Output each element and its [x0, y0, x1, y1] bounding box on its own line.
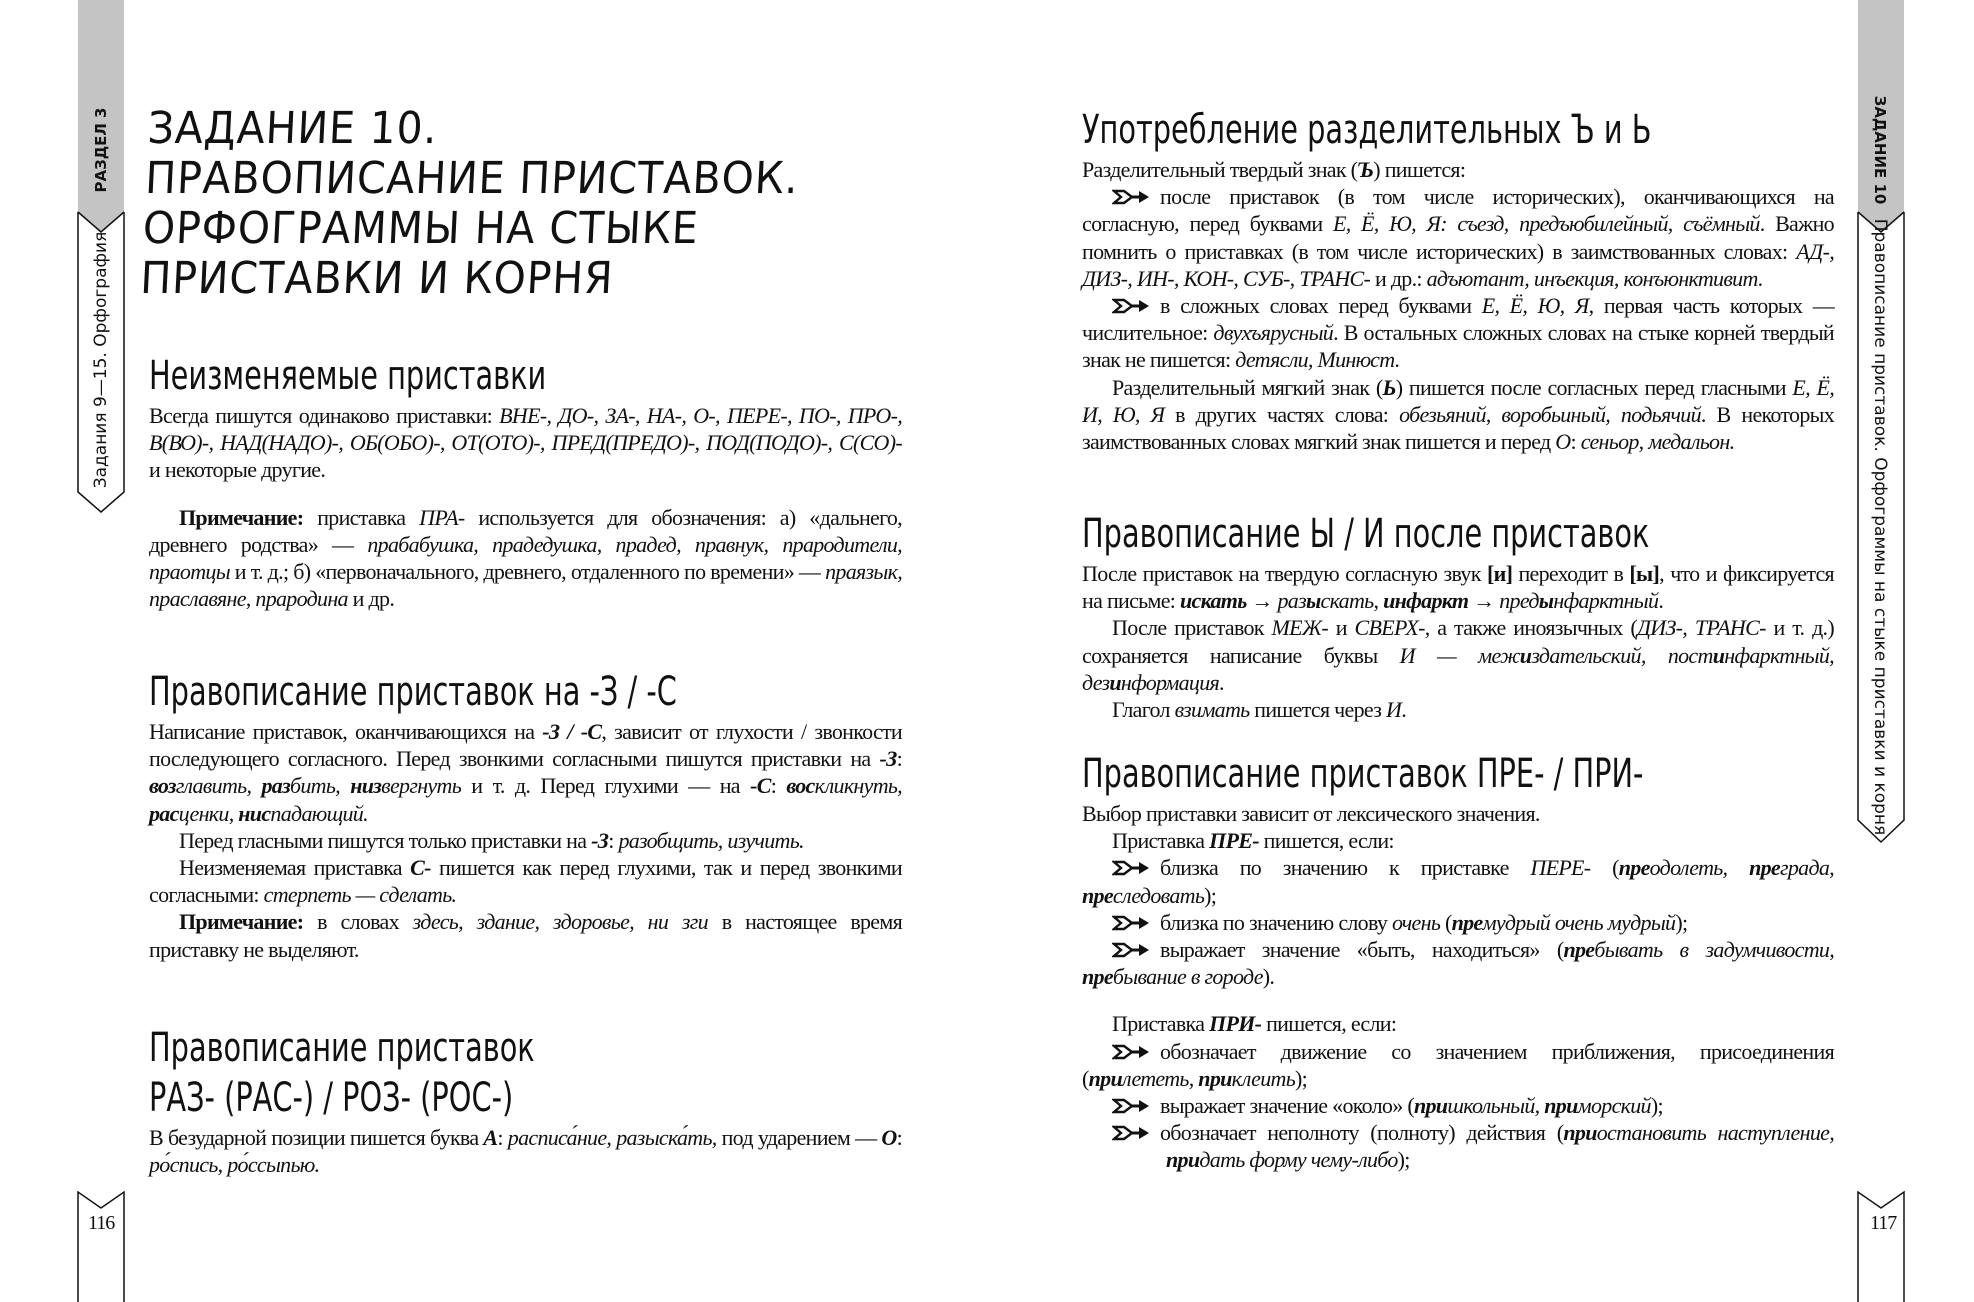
text-run: обозначает неполноту (полноту) действия (	[1160, 1120, 1564, 1146]
text-run: используется для обозначения: а) «дальнего, древнего родства» —	[149, 504, 902, 557]
text-run: -З	[879, 746, 897, 772]
chapter-title-line: ОРФОГРАММЫ НА СТЫКЕ	[141, 203, 700, 254]
text-run: , зависит от глухости / звонкости последующего согласного. Перед звонкими согласными пишутся приставки на	[149, 719, 903, 772]
text-run: А	[483, 1125, 498, 1150]
bullet-arrow-icon	[1112, 910, 1152, 926]
text-run: при	[1166, 1147, 1200, 1173]
text-run: Написание приставок, оканчивающихся на	[149, 719, 543, 744]
text-run: .	[1757, 265, 1763, 291]
text-run: и	[1519, 642, 1532, 668]
paragraph	[149, 1124, 902, 1178]
text-run: взимать	[1174, 697, 1250, 723]
text-run: близка по значению слову	[1160, 909, 1393, 935]
text-run: пре	[1618, 855, 1650, 881]
bullet-item	[1082, 1119, 1834, 1173]
text-run: , а также иноязычных (	[1424, 615, 1637, 641]
paragraph	[149, 718, 902, 827]
bullet-item	[1082, 854, 1834, 908]
text-run: стерпеть — сделать.	[263, 882, 457, 908]
text-run: при	[1563, 1120, 1597, 1146]
text-run: выражает значение «быть, находиться» (	[1160, 937, 1564, 963]
text-run: нфарктный	[1553, 588, 1659, 614]
text-run: града,	[1779, 855, 1834, 881]
text-run: воз	[149, 773, 176, 799]
text-run: очень	[1392, 909, 1441, 935]
bullet-arrow-icon	[1112, 1039, 1152, 1055]
text-run: О	[881, 1125, 897, 1150]
text-run: Ъ	[1357, 157, 1374, 182]
bullet-arrow-icon	[1112, 937, 1152, 953]
text-run: :	[896, 1125, 902, 1150]
paragraph	[1082, 560, 1834, 614]
text-run: нфарктный, дез	[1082, 642, 1834, 695]
text-run: при	[1544, 1093, 1578, 1119]
text-run: пишется через	[1249, 697, 1387, 723]
text-run: переходит в	[1512, 561, 1630, 586]
text-run: в других частях слова:	[1164, 401, 1400, 427]
text-run: раз	[1277, 588, 1306, 614]
section-heading: Правописание приставок ПРЕ- / ПРИ-	[1082, 751, 1644, 797]
text-run: в словах	[303, 909, 413, 935]
paragraph	[149, 908, 902, 962]
text-run: -З	[591, 827, 609, 853]
paragraph	[1082, 827, 1834, 854]
text-run: разобщить, изучить.	[618, 827, 804, 853]
section-tab-label: РАЗДЕЛ 3	[92, 107, 110, 193]
bullet-arrow-icon	[1112, 855, 1152, 871]
text-run: ПРИ-	[1209, 1011, 1262, 1037]
page-number-left: 116	[88, 1212, 115, 1234]
paragraph	[1082, 374, 1834, 456]
bullet-item	[1082, 183, 1834, 292]
text-run: скать	[1320, 588, 1374, 614]
bullet-arrow-icon	[1112, 1120, 1152, 1136]
text-run: пред	[1499, 588, 1539, 614]
text-run: расписа́ние, разыска́ть,	[507, 1125, 717, 1150]
chapter-title-line: ПРАВОПИСАНИЕ ПРИСТАВОК.	[144, 153, 800, 204]
chapter-title-line: ЗАДАНИЕ 10.	[146, 103, 439, 154]
text-run: СВЕРХ-	[1354, 615, 1425, 641]
bullet-item	[1082, 292, 1834, 374]
text-run: ) пишется:	[1373, 157, 1466, 182]
section-z-s-prefixes	[149, 668, 902, 963]
text-run: вергнуть	[381, 773, 462, 799]
text-run: ) пишется после согласных перед гласными	[1395, 374, 1793, 400]
text-run: Ь	[1382, 374, 1396, 400]
text-run: и др.:	[1370, 265, 1427, 291]
text-run: пре	[1749, 855, 1780, 881]
text-run: );	[1204, 882, 1217, 908]
bullet-item	[1082, 909, 1834, 936]
text-run: После приставок на твердую согласную звук	[1082, 561, 1487, 586]
section-heading: Употребление разделительных Ъ и Ь	[1082, 107, 1652, 153]
text-run: :	[1570, 429, 1581, 455]
bullet-item	[1082, 1038, 1834, 1092]
section-heading: Неизменяемые приставки	[149, 353, 547, 399]
text-run: В безударной позиции пишется буква	[149, 1125, 484, 1150]
section-heading: Правописание приставок на -З / -С	[149, 669, 677, 715]
page-number-tab-right	[1856, 1190, 1906, 1302]
text-run: ро́спись, ро́ссыпью.	[149, 1152, 320, 1178]
text-run: в сложных словах перед буквами	[1160, 293, 1482, 319]
text-run: .	[1219, 669, 1224, 695]
bullet-arrow-icon	[1112, 184, 1152, 200]
text-run: Приставка	[1112, 1011, 1210, 1037]
text-run: И — меж	[1399, 642, 1520, 668]
text-run: при	[1198, 1065, 1232, 1091]
text-run: низ	[350, 773, 382, 799]
text-run: . В некоторых заимствованных словах мягкий знак пишется и перед	[1082, 401, 1835, 455]
text-run: праязык, праславяне, прародина	[149, 559, 902, 612]
text-run: вос	[786, 773, 815, 799]
text-run: ВНЕ-, ДО-, ЗА-, НА-, О-, ПЕРЕ-, ПО-, ПРО-, В(ВО)-, НАД(НАДО)-, ОБ(ОБО)-, ОТ(ОТО)-, ПРЕД(ПРЕДО)-, ПОД(ПОДО)-, С(СО)-	[149, 403, 902, 456]
bullet-item	[1082, 936, 1834, 990]
text-run: -З / -С	[542, 719, 602, 744]
bullet-arrow-icon	[1112, 293, 1152, 309]
text-run: главить,	[175, 773, 262, 799]
text-run: приставка	[303, 504, 420, 530]
text-run: ПРЕ-	[1209, 828, 1259, 854]
text-run: и т. д.; б) «первоначального, древнего, отдаленного по времени» —	[229, 559, 826, 585]
text-run: близка по значению к приставке	[1160, 855, 1531, 881]
text-run: ы	[1305, 588, 1321, 614]
text-run: пишется, если:	[1261, 1011, 1397, 1037]
text-run: );	[1295, 1065, 1308, 1091]
text-run: в настоящее время приставку не выделяют.	[149, 909, 903, 962]
text-run: здесь, здание, здоровье, ни зги	[412, 909, 708, 935]
text-run: под ударением —	[716, 1125, 882, 1150]
text-run: и	[1712, 642, 1725, 668]
chapter-title-line: ПРИСТАВКИ И КОРНЯ	[139, 253, 615, 304]
text-run: Разделительный мягкий знак (	[1112, 374, 1383, 400]
text-run: клеить	[1231, 1065, 1296, 1091]
text-run: и т. д.) сохраняется написание буквы	[1082, 615, 1834, 668]
text-run: Разделительный твердый знак (	[1082, 157, 1358, 182]
text-run: здательский, пост	[1531, 642, 1713, 668]
text-run: инфаркт	[1383, 588, 1469, 614]
page-number-tab-left	[76, 1190, 126, 1302]
text-run: рас	[149, 800, 179, 826]
text-run: (	[1590, 855, 1619, 881]
paragraph	[1082, 696, 1834, 723]
text-run: После приставок	[1112, 615, 1272, 641]
text-run: ПЕРЕ-	[1530, 855, 1591, 881]
text-run: падающий.	[270, 800, 368, 826]
text-run: Примечание:	[179, 504, 304, 530]
text-run: С-	[410, 855, 431, 881]
text-run: [и]	[1486, 561, 1513, 586]
text-run: , что и фиксируется на письме:	[1082, 561, 1834, 614]
paragraph	[1082, 614, 1834, 696]
text-run: ПРА-	[419, 504, 465, 530]
text-run: и	[1327, 615, 1355, 641]
section-heading: РАЗ- (РАС-) / РОЗ- (РОС-)	[149, 1075, 514, 1121]
text-run: Глагол	[1112, 697, 1175, 723]
text-run: после приставок (в том числе исторических), оканчивающихся на согласную, перед буквами	[1082, 184, 1834, 237]
text-run: ДИЗ-, ТРАНС-	[1637, 615, 1766, 641]
text-run: (	[1440, 909, 1452, 935]
text-run: дать форму чему-либо	[1199, 1147, 1398, 1173]
text-run: Е, Ё, И, Ю, Я	[1082, 374, 1834, 427]
text-run: И	[1386, 697, 1402, 723]
text-run: АД-, ДИЗ-, ИН-, КОН-, СУБ-, ТРАНС-	[1082, 238, 1834, 291]
text-run: следовать	[1112, 882, 1205, 908]
text-run: .	[1394, 347, 1400, 373]
text-run: [ы]	[1629, 561, 1660, 586]
text-run: пишется как перед глухими, так и перед звонкими согласными:	[149, 855, 902, 908]
text-run: бить,	[289, 773, 351, 799]
section-tab-label: ЗАДАНИЕ 10	[1871, 95, 1889, 205]
text-run: выражает значение «около» (	[1160, 1093, 1414, 1119]
section-heading: Правописание приставок	[149, 1025, 535, 1071]
section-y-i-after-prefixes	[1082, 510, 1834, 723]
text-run: Перед гласными пишутся только приставки на	[179, 827, 592, 853]
text-run: .	[1658, 588, 1664, 614]
text-run: кликнуть,	[814, 773, 902, 799]
paragraph	[149, 402, 902, 484]
text-run: Примечание:	[179, 909, 304, 935]
text-run: Всегда пишутся одинаково приставки:	[149, 403, 500, 428]
text-run: мудрый очень мудрый	[1482, 909, 1676, 935]
text-run: .	[1401, 697, 1407, 723]
text-run: остановить наступление,	[1596, 1120, 1834, 1146]
bullet-item	[1082, 1092, 1834, 1119]
text-run: бывание в городе	[1112, 964, 1263, 990]
text-run: ценки,	[178, 800, 239, 826]
text-run: -С	[750, 773, 771, 799]
text-run: :	[770, 773, 787, 799]
text-run: пре	[1082, 964, 1113, 990]
text-run: нформация	[1120, 669, 1220, 695]
text-run: обезьяний, воробьиный, подьячий	[1399, 401, 1701, 427]
section-unchangeable-prefixes	[149, 352, 902, 612]
text-run: :	[497, 1125, 508, 1150]
text-run: Выбор приставки зависит от лексического значения.	[1082, 801, 1540, 826]
text-run: школьный,	[1447, 1093, 1545, 1119]
text-run: и некоторые другие.	[149, 457, 326, 483]
text-run: . В остальных сложных словах на стыке корней твердый знак не пишется:	[1082, 320, 1834, 373]
text-run: Неизменяемая приставка	[179, 855, 411, 881]
page-number-right: 117	[1870, 1212, 1897, 1234]
text-run: двухъярусный	[1213, 320, 1334, 346]
text-run: Е, Ё, Ю, Я	[1481, 293, 1589, 319]
text-run: , первая часть которых — числительное:	[1082, 293, 1834, 346]
paragraph	[1082, 800, 1834, 827]
text-run: обозначает движение со значением приближения, присоединения (	[1082, 1038, 1834, 1091]
text-run: пре	[1082, 882, 1113, 908]
text-run: ).	[1262, 964, 1275, 990]
text-run: →	[1246, 588, 1278, 614]
section-pre-pri-prefixes	[1082, 750, 1834, 1174]
chapter-title	[139, 104, 802, 304]
chapter-tab-label: Задания 9—15. Орфография	[91, 231, 111, 489]
text-run: пишется, если:	[1258, 828, 1394, 854]
text-run: Приставка	[1112, 828, 1210, 854]
text-run: );	[1397, 1147, 1410, 1173]
text-run: при	[1413, 1093, 1448, 1119]
paragraph	[1082, 1010, 1834, 1037]
text-run: раз	[261, 773, 290, 799]
text-run: :	[896, 746, 902, 772]
text-run: детясли, Минюст	[1235, 347, 1395, 373]
text-run: адъютант, инъекция, конъюнктивит	[1426, 265, 1758, 291]
text-run: сеньор, медальон.	[1580, 429, 1735, 455]
text-run: и др.	[347, 586, 395, 612]
text-run: О	[1555, 429, 1571, 455]
text-run: :	[608, 827, 619, 853]
text-run: и т. д. Перед глухими — на	[461, 773, 751, 799]
text-run: одолеть,	[1649, 855, 1750, 881]
bullet-arrow-icon	[1112, 1093, 1152, 1109]
text-run: и	[1109, 669, 1121, 695]
text-run: пре	[1563, 937, 1595, 963]
text-run: лететь,	[1122, 1065, 1199, 1091]
text-run: . Важно помнить о приставках (в том числе исторических) в заимствованных словах:	[1082, 211, 1834, 264]
text-run: при	[1088, 1065, 1123, 1091]
text-run: ,	[1373, 588, 1384, 614]
text-run: нис	[238, 800, 271, 826]
text-run: ы	[1538, 588, 1554, 614]
text-run: );	[1675, 909, 1688, 935]
paragraph	[149, 504, 902, 613]
text-run: пре	[1451, 909, 1483, 935]
text-run: );	[1650, 1093, 1663, 1119]
text-run: искать	[1179, 588, 1247, 614]
paragraph	[149, 827, 902, 854]
text-run: морский	[1577, 1093, 1651, 1119]
text-run: прабабушка, прадедушка, прадед, правнук, прародители, праотцы	[149, 531, 902, 585]
text-run: бывать в задумчивости,	[1594, 937, 1834, 963]
paragraph	[149, 854, 902, 908]
section-hard-soft-signs	[1082, 106, 1834, 455]
text-run: →	[1468, 588, 1500, 614]
text-run: МЕЖ-	[1271, 615, 1328, 641]
chapter-tab-label: Правописание приставок. Орфограммы на стыке приставки и корня	[1870, 218, 1890, 836]
text-run: Е, Ё, Ю, Я: съезд, предъюбилейный, съёмный	[1332, 211, 1760, 237]
section-heading: Правописание Ы / И после приставок	[1082, 511, 1650, 557]
section-raz-roz-prefixes	[149, 1024, 902, 1178]
paragraph	[1082, 156, 1834, 183]
